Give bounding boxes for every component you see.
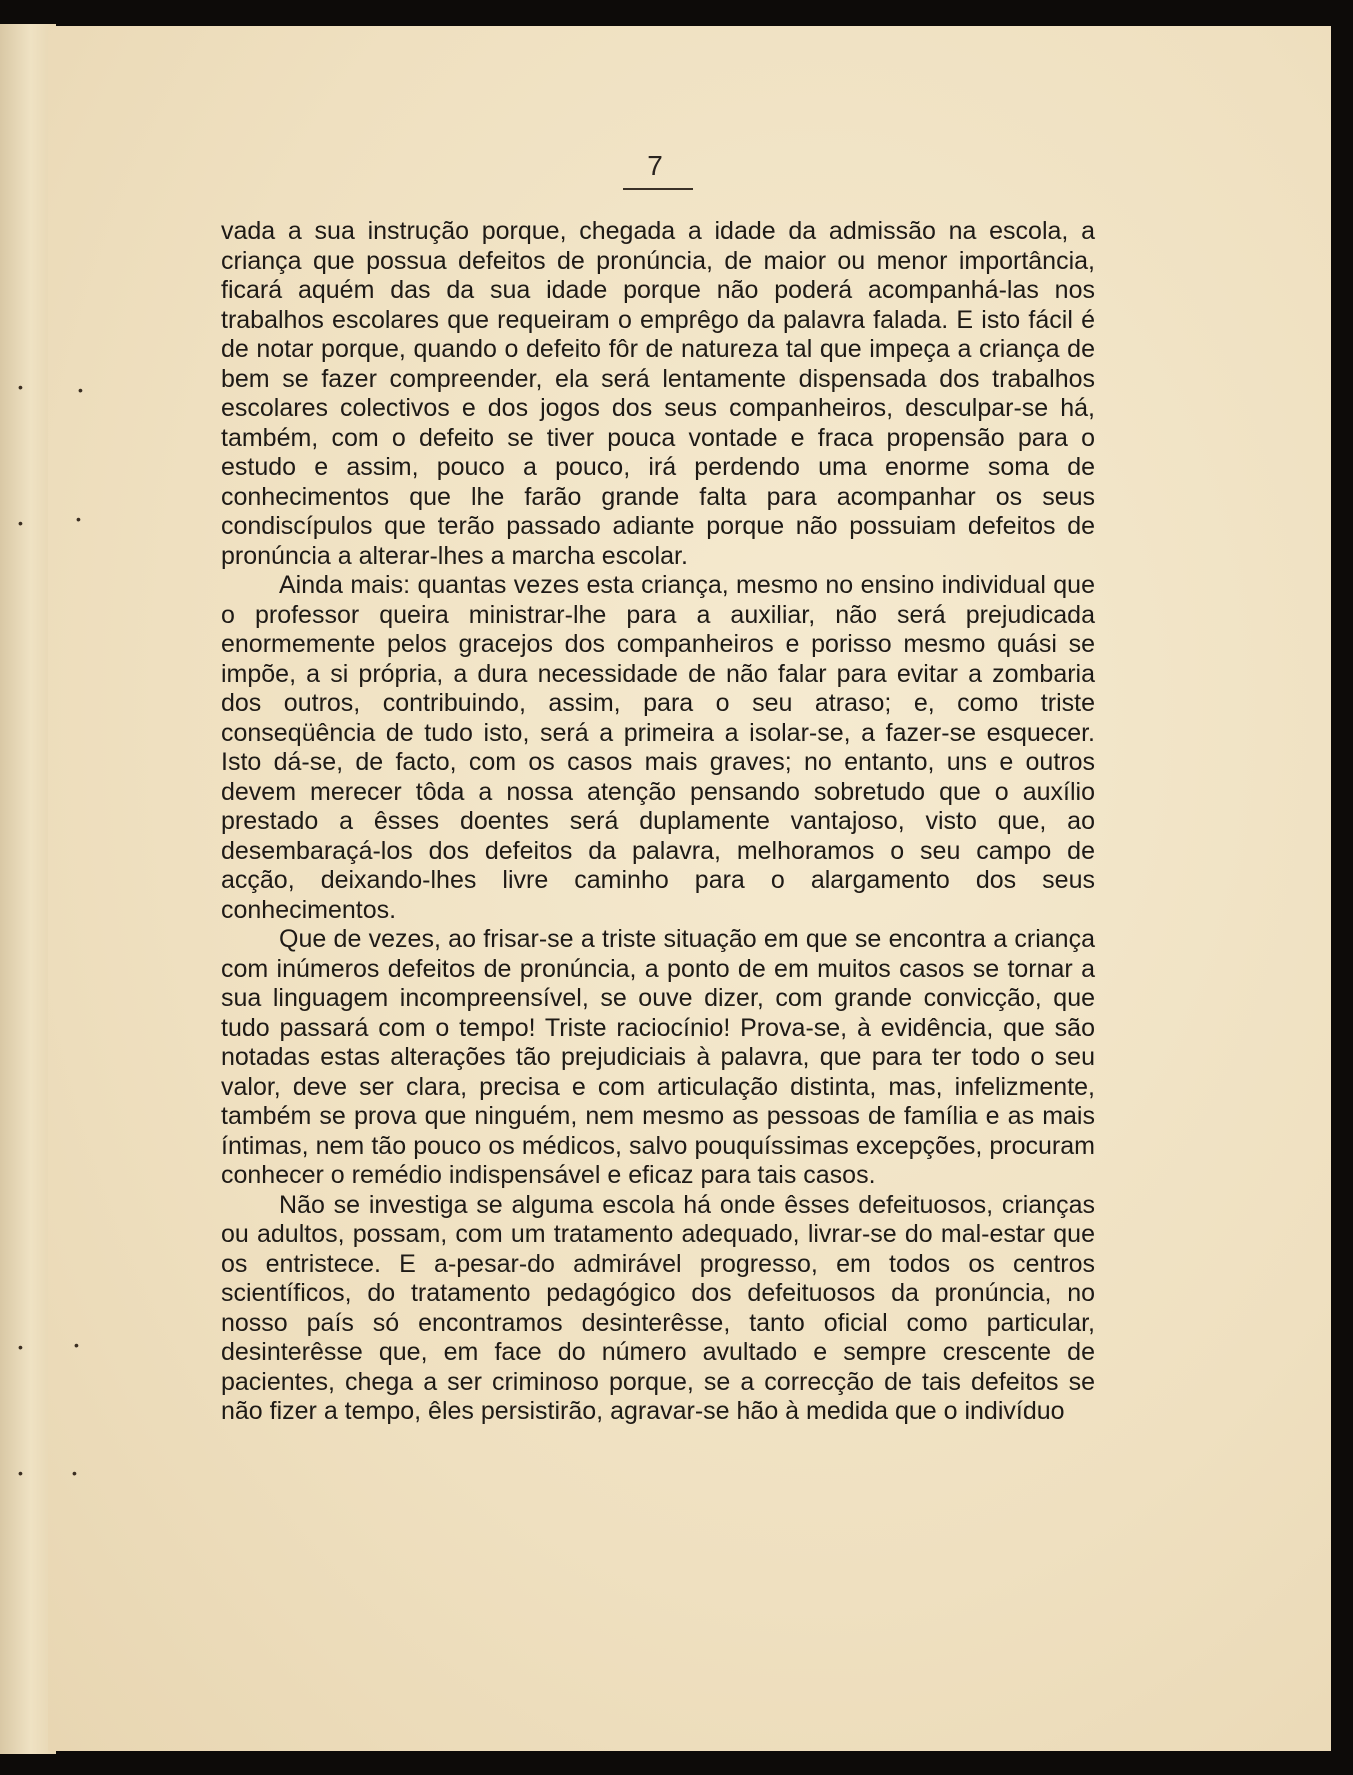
binding-hole-mark: •	[18, 379, 23, 395]
paragraph: Não se investiga se alguma escola há onde êsses defeituosos, crianças ou adultos, possam, com um tratamento adequado, livrar-se do mal-estar que os entristece. E a-pesar-do admirável progresso, em todos os centros scientíficos, do tratamento pedagógico dos defeituosos da pronúncia, no nosso país só encontramos desinterêsse, tanto oficial como particular, desinterêsse que, em face do número avultado e sempre crescente de pacientes, chega a ser criminoso porque, se a correcção de tais defeitos se não fizer a tempo, êles persistirão, agravar-se hão à medida que o indivíduo	[221, 1190, 1095, 1425]
binding-hole-mark: •	[18, 1465, 23, 1481]
binding-hole-mark: •	[78, 382, 83, 398]
binding-hole-mark: •	[18, 1339, 23, 1355]
paragraph: Que de vezes, ao frisar-se a triste situação em que se encontra a criança com inúmeros defeitos de pronúncia, a ponto de em muitos casos se tornar a sua linguagem incompreensível, se ouve dizer, com grande convicção, que tudo passará com o tempo! Triste raciocínio! Prova-se, à evidência, que são notadas estas alterações tão prejudiciais à palavra, que para ter todo o seu valor, deve ser clara, precisa e com articulação distinta, mas, infelizmente, também se prova que ninguém, nem mesmo as pessoas de família e as mais íntimas, nem tão pouco os médicos, salvo pouquíssimas excepções, procuram conhecer o remédio indispensável e eficaz para tais casos.	[221, 925, 1095, 1189]
binding-hole-mark: •	[76, 511, 81, 527]
paragraph: Ainda mais: quantas vezes esta criança, mesmo no ensino individual que o professor queira ministrar-lhe para a auxiliar, não será prejudicada enormemente pelos gracejos dos companheiros e porisso mesmo quási se impõe, a si própria, a dura necessidade de não falar para evitar a zombaria dos outros, contribuindo, assim, para o seu atraso; e, como triste conseqüência de tudo isto, será a primeira a isolar-se, a fazer-se esquecer. Isto dá-se, de facto, com os casos mais graves; no entanto, uns e outros devem merecer tôda a nossa atenção pensando sobretudo que o auxílio prestado a êsses doentes será duplamente vantajoso, visto que, ao desembaraçá-los dos defeitos da palavra, melhoramos o seu campo de acção, deixando-lhes livre caminho para o alargamento dos seus conhecimentos.	[221, 571, 1095, 924]
page-number: 7	[647, 150, 663, 181]
binding-hole-mark: •	[72, 1465, 77, 1481]
body-text	[221, 217, 1095, 1427]
paragraph: vada a sua instrução porque, chegada a idade da admissão na escola, a criança que possua defeitos de pronúncia, de maior ou menor importância, ficará aquém das da sua idade porque não poderá acompanhá-las nos trabalhos escolares que requeiram o emprêgo da palavra falada. E isto fácil é de notar porque, quando o defeito fôr de natureza tal que impeça a criança de bem se fazer compreender, ela será lentamente dispensada dos trabalhos escolares colectivos e dos jogos dos seus companheiros, desculpar-se há, também, com o defeito se tiver pouca vontade e fraca propensão para o estudo e assim, pouco a pouco, irá perdendo uma enorme soma de conhecimentos que lhe farão grande falta para acompanhar os seus condiscípulos que terão passado adiante porque não possuiam defeitos de pronúncia a alterar-lhes a marcha escolar.	[221, 217, 1095, 570]
binding-hole-mark: •	[74, 1337, 79, 1353]
page-number-underline	[623, 188, 693, 190]
binding-hole-mark: •	[18, 515, 23, 531]
